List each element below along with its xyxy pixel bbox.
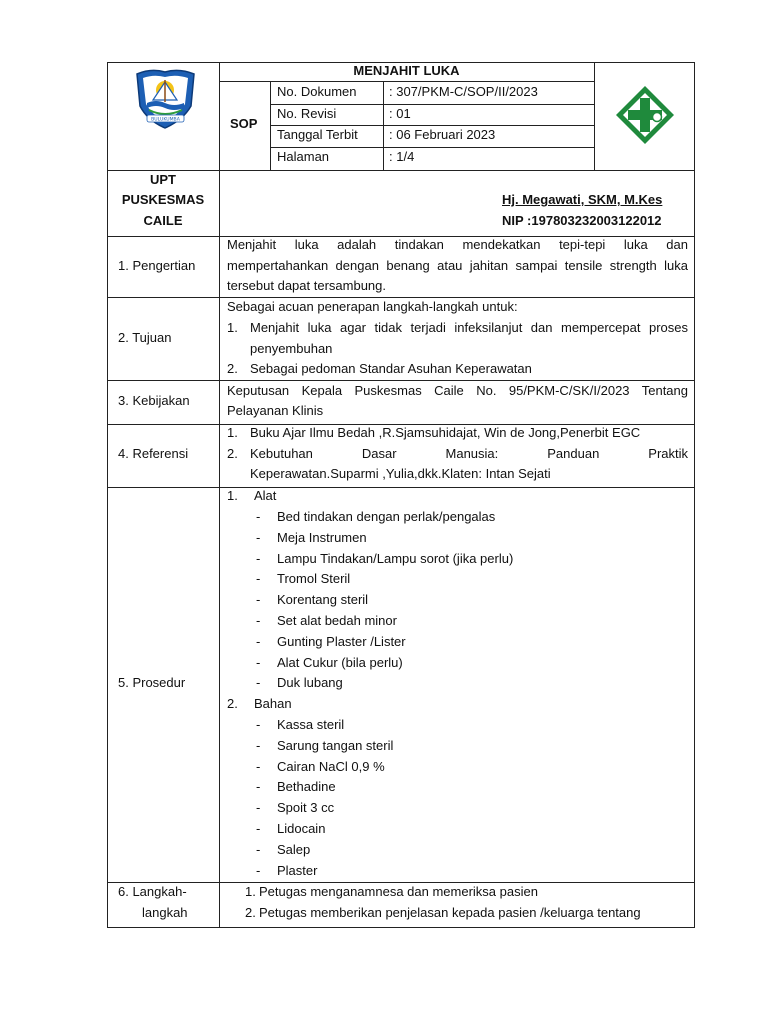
referensi-item-1-line-1: Buku Ajar Ilmu Bedah ,R.Sjamsuhidajat, Win de Jong,Penerbit EGC	[250, 425, 641, 440]
bahan-item: Sarung tangan steril	[277, 737, 394, 753]
section-label-referensi: 4. Referensi	[118, 446, 189, 461]
alat-item-dash: -	[256, 509, 261, 524]
alat-item-dash: -	[256, 529, 261, 545]
meta-row-divider-3	[270, 147, 594, 148]
bahan-item-dash: -	[256, 717, 261, 732]
meta-label-halaman: Halaman	[277, 149, 330, 164]
meta-row-divider-2	[270, 125, 594, 126]
alat-item-dash: -	[256, 550, 261, 566]
alat-item-dash: -	[256, 654, 261, 670]
tujuan-item-1-num: 1.	[227, 320, 238, 335]
signer-nip: NIP :197803232003122012	[502, 213, 662, 228]
prosedur-alat-title: Alat	[254, 488, 277, 503]
bahan-item-dash: -	[256, 862, 261, 878]
signer-name: Hj. Megawati, SKM, M.Kes	[502, 192, 663, 207]
bahan-item-dash: -	[256, 841, 261, 857]
alat-item: Duk lubang	[277, 675, 343, 691]
langkah-item-1-text: Petugas menganamnesa dan memeriksa pasien	[259, 884, 538, 899]
tujuan-intro: Sebagai acuan penerapan langkah-langkah untuk:	[227, 299, 518, 314]
prosedur-alat-num: 1.	[227, 488, 238, 503]
bahan-item: Lidocain	[277, 821, 326, 836]
alat-item-dash: -	[256, 592, 261, 608]
tujuan-item-1-line-1: Menjahit luka agar tidak terjadi infeksilanjut dan mempercepat proses	[250, 320, 688, 335]
meta-value-halaman: : 1/4	[389, 149, 415, 164]
org-name-line-2: PUSKESMAS	[121, 192, 205, 207]
logo-caption: BULUKUMBA	[151, 117, 180, 123]
bahan-item-dash: -	[256, 800, 261, 816]
alat-item: Set alat bedah minor	[277, 613, 397, 628]
sop-column-divider	[270, 81, 271, 171]
meta-value-tanggal: : 06 Februari 2023	[389, 127, 496, 142]
alat-item-dash: -	[256, 571, 261, 587]
org-name-line-1: UPT	[150, 172, 176, 187]
puskesmas-health-logo	[614, 84, 676, 146]
alat-item: Bed tindakan dengan perlak/pengalas	[277, 509, 496, 524]
meta-label-dokumen: No. Dokumen	[277, 84, 357, 99]
table-border-right	[694, 62, 695, 928]
bahan-item: Kassa steril	[277, 717, 345, 732]
alat-item: Lampu Tindakan/Lampu sorot (jika perlu)	[277, 550, 514, 566]
meta-value-dokumen: : 307/PKM-C/SOP/II/2023	[389, 84, 538, 99]
pengertian-line-3: tersebut dapat tersambung.	[227, 278, 386, 293]
meta-value-divider	[383, 81, 384, 171]
referensi-item-2-num: 2.	[227, 446, 238, 461]
meta-row-divider-1	[270, 104, 594, 105]
row-divider-langkah	[107, 882, 694, 883]
tujuan-item-1-line-2: penyembuhan	[250, 341, 333, 356]
langkah-item-2-num: 2.	[245, 905, 256, 920]
meta-value-revisi: : 01	[389, 106, 411, 121]
bahan-item: Salep	[277, 841, 311, 857]
alat-item-dash: -	[256, 613, 261, 628]
kebijakan-line-2: Pelayanan Klinis	[227, 403, 324, 418]
bahan-item-dash: -	[256, 779, 261, 795]
section-label-pengertian: 1. Pengertian	[118, 258, 196, 273]
meta-label-tanggal: Tanggal Terbit	[277, 127, 358, 142]
prosedur-bahan-title: Bahan	[254, 696, 292, 711]
alat-item: Tromol Steril	[277, 571, 351, 587]
header-bottom-border	[107, 170, 694, 171]
section-label-langkah-line-2: langkah	[142, 905, 188, 920]
alat-item: Gunting Plaster /Lister	[277, 633, 406, 649]
alat-item-dash: -	[256, 675, 261, 691]
bahan-item-dash: -	[256, 821, 261, 836]
alat-item: Korentang steril	[277, 592, 369, 608]
langkah-item-2-text: Petugas memberikan penjelasan kepada pasien /keluarga tentang	[259, 905, 641, 920]
bahan-item-dash: -	[256, 737, 261, 753]
referensi-item-1-num: 1.	[227, 425, 238, 440]
langkah-item-1-num: 1.	[245, 884, 256, 899]
prosedur-bahan-num: 2.	[227, 696, 238, 711]
kebijakan-line-1: Keputusan Kepala Puskesmas Caile No. 95/PKM-C/SK/I/2023 Tentang	[227, 383, 688, 398]
row-divider-kebijakan	[107, 380, 694, 381]
section-label-tujuan: 2. Tujuan	[118, 330, 172, 345]
bahan-item: Bethadine	[277, 779, 336, 795]
section-label-langkah-line-1: 6. Langkah-	[118, 884, 187, 899]
table-border-bottom	[107, 927, 694, 928]
tujuan-item-2-line-1: Sebagai pedoman Standar Asuhan Keperawatan	[250, 361, 532, 376]
regency-shield-logo	[133, 66, 198, 130]
pengertian-line-1: Menjahit luka adalah tindakan mendekatkan tepi-tepi luka dan	[227, 237, 688, 252]
document-title: MENJAHIT LUKA	[353, 63, 460, 78]
pengertian-line-2: mempertahankan dengan benang atau jahitan sampai tensile strength luka	[227, 258, 688, 273]
label-column-divider	[219, 62, 220, 928]
bahan-item: Cairan NaCl 0,9 %	[277, 758, 385, 774]
sop-label: SOP	[230, 116, 258, 131]
bahan-item-dash: -	[256, 758, 261, 774]
referensi-item-2-line-1: Kebutuhan Dasar Manusia: Panduan Praktik	[250, 446, 688, 461]
org-name-line-3: CAILE	[143, 213, 183, 228]
section-label-prosedur: 5. Prosedur	[118, 675, 186, 690]
bahan-item: Spoit 3 cc	[277, 800, 335, 816]
title-row-divider	[219, 81, 594, 82]
alat-item: Meja Instrumen	[277, 529, 367, 545]
row-divider-tujuan	[107, 297, 694, 298]
alat-item: Alat Cukur (bila perlu)	[277, 654, 403, 670]
alat-item-dash: -	[256, 633, 261, 649]
tujuan-item-2-num: 2.	[227, 361, 238, 376]
bahan-item: Plaster	[277, 862, 318, 878]
referensi-item-2-line-2: Keperawatan.Suparmi ,Yulia,dkk.Klaten: Intan Sejati	[250, 466, 551, 481]
section-label-kebijakan: 3. Kebijakan	[118, 393, 190, 408]
meta-label-revisi: No. Revisi	[277, 106, 337, 121]
logo-column-divider	[594, 62, 595, 171]
row-divider-prosedur	[107, 487, 694, 488]
